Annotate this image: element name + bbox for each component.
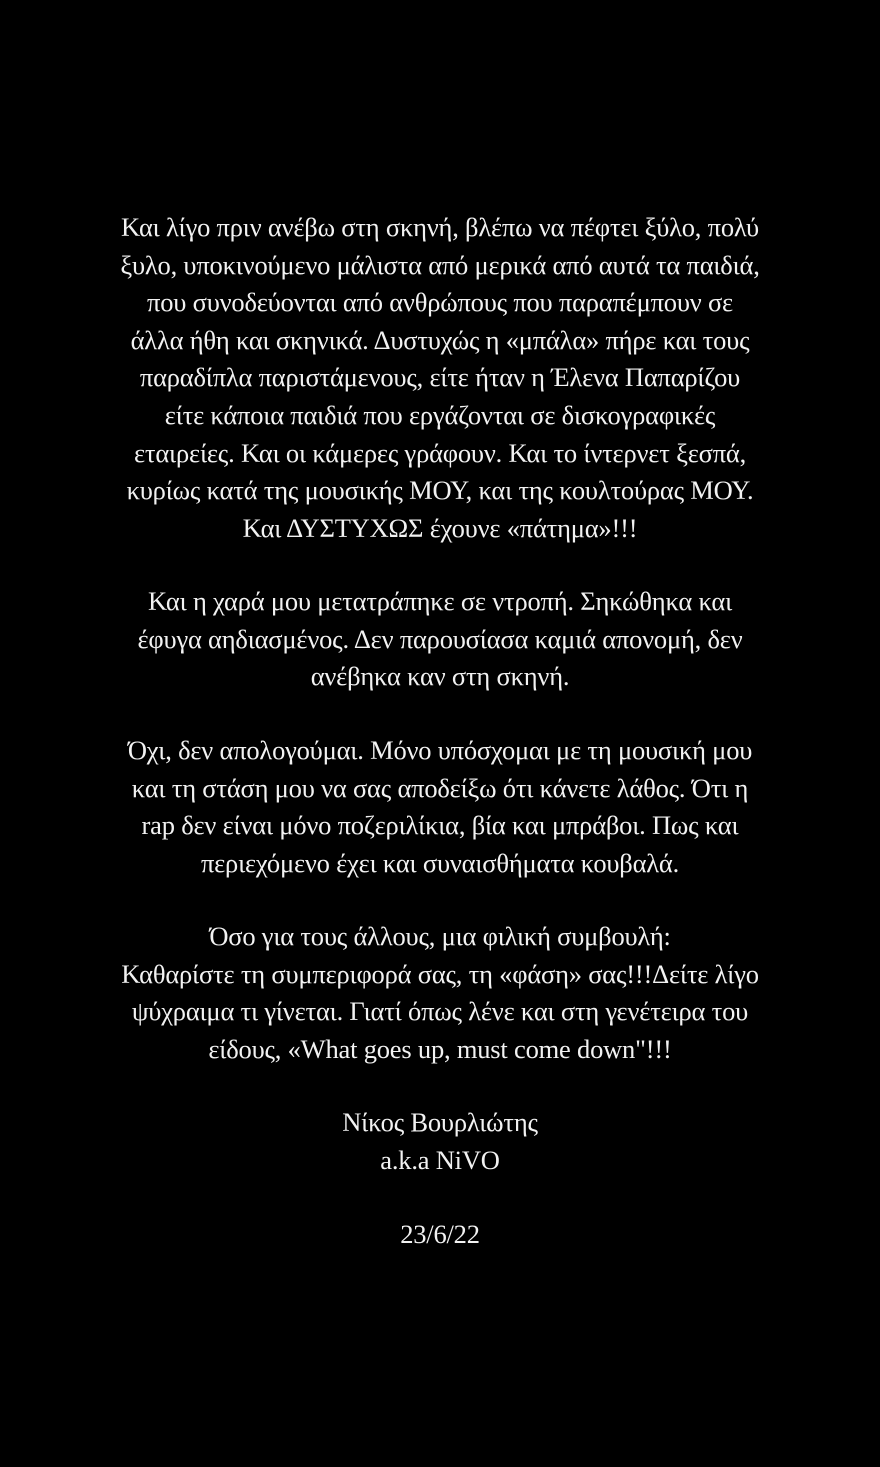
signature-block — [30, 1104, 850, 1179]
text-line: ψύχραιμα τι γίνεται. Γιατί όπως λένε και στη γενέτειρα του — [131, 996, 749, 1027]
statement-paragraph-1 — [30, 209, 850, 547]
signature-name: Νίκος Βουρλιώτης — [342, 1107, 538, 1137]
text-line: άλλα ήθη και σκηνικά. Δυστυχώς η «μπάλα» πήρε και τους — [130, 324, 750, 355]
text-line: παραδίπλα παριστάμενους, είτε ήταν η Έλενα Παπαρίζου — [139, 362, 741, 393]
text-line: Όσο για τους άλλους, μια φιλική συμβουλή: — [209, 921, 671, 951]
text-line: rap δεν είναι μόνο ποζεριλίκια, βία και μπράβοι. Πως και — [141, 810, 739, 841]
text-line: Και ΔΥΣΤΥΧΩΣ έχουνε «πάτημα»!!! — [242, 512, 638, 543]
text-line: είτε κάποια παιδιά που εργάζονται σε δισκογραφικές — [164, 399, 716, 430]
statement-paragraph-3 — [30, 732, 850, 882]
text-line: κυρίως κατά της μουσικής ΜΟΥ, και της κουλτούρας ΜΟΥ. — [126, 475, 754, 506]
text-line: που συνοδεύονται από ανθρώπους που παραπέμπουν σε — [147, 287, 733, 318]
text-line: έφυγα αηδιασμένος. Δεν παρουσίασα καμιά απονομή, δεν — [137, 623, 743, 654]
text-line: και τη στάση μου να σας αποδείξω ότι κάνετε λάθος. Ότι η — [131, 772, 749, 803]
signature-alias: a.k.a NiVO — [380, 1144, 500, 1175]
text-line: Καθαρίστε τη συμπεριφορά σας, τη «φάση» σας!!!Δείτε λίγο — [121, 958, 759, 989]
statement-paragraph-4 — [30, 918, 850, 1068]
statement-date: 23/6/22 — [400, 1219, 480, 1249]
text-line: ξυλο, υποκινούμενο μάλιστα από μερικά από αυτά τα παιδιά, — [120, 249, 760, 280]
text-line: Και λίγο πριν ανέβω στη σκηνή, βλέπω να πέφτει ξύλο, πολύ — [121, 212, 759, 242]
text-line: ανέβηκα καν στη σκηνή. — [310, 661, 570, 692]
text-line: είδους, «What goes up, must come down"!!! — [208, 1033, 672, 1064]
date-block — [30, 1216, 850, 1254]
text-line: Όχι, δεν απολογούμαι. Μόνο υπόσχομαι με τη μουσική μου — [127, 735, 753, 765]
text-line: Και η χαρά μου μετατράπηκε σε ντροπή. Σηκώθηκα και — [147, 586, 733, 616]
text-line: εταιρείες. Και οι κάμερες γράφουν. Και το ίντερνετ ξεσπά, — [134, 437, 746, 468]
text-line: περιεχόμενο έχει και συναισθήματα κουβαλά. — [200, 847, 680, 878]
statement-paragraph-2 — [30, 583, 850, 696]
